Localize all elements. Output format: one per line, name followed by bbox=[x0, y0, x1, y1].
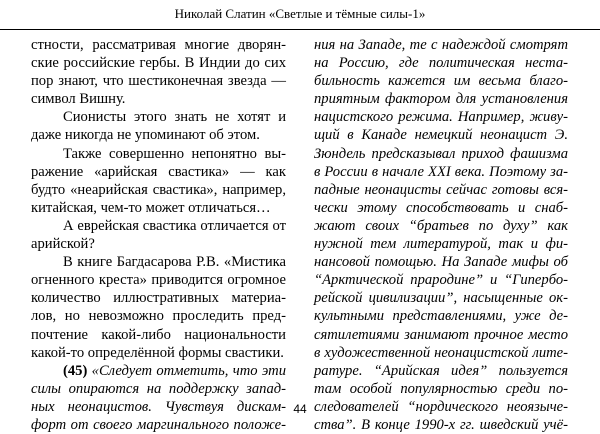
text-line: силы опираются на поддержку запад- bbox=[31, 380, 286, 397]
text-line: щий в Канаде немецкий неонацист Э. bbox=[314, 127, 568, 144]
text-line: Зюндель предсказывал приход фашизма bbox=[314, 145, 568, 162]
text-line: ства”. В конце 1990-х гг. шведский учё- bbox=[314, 416, 568, 433]
text-line: жают своих “братьев по духу” как bbox=[314, 217, 568, 234]
text-line: почтение какой-либо национальности bbox=[31, 326, 286, 343]
text-line: В книге Багдасарова Р.В. «Мистика bbox=[63, 254, 286, 271]
text-line: сятилетиями занимают прочное место bbox=[314, 326, 568, 343]
text-line: даже никогда не упоминают об этом. bbox=[31, 127, 260, 144]
text-line: культными представлениями, уже де- bbox=[314, 308, 568, 325]
text-line: лов, но невозможно проследить пред- bbox=[31, 308, 286, 325]
text-line: (45) «Следует отметить, что эти bbox=[63, 362, 286, 379]
text-line: ские российские гербы. В Индии до сих bbox=[31, 55, 286, 72]
text-line: ражение «арийская свастика» — как bbox=[31, 163, 286, 180]
text-line: Сионисты этого знать не хотят и bbox=[63, 109, 286, 126]
text-line: ных неонацистов. Чувствуя дискам- bbox=[31, 398, 286, 415]
text-line: ратуре. “Арийская идея” пользуется bbox=[314, 362, 568, 379]
text-line: Также совершенно непонятно вы- bbox=[63, 145, 286, 162]
text-line: нансовой помощью. На Западе мифы об bbox=[314, 254, 568, 271]
left-column bbox=[31, 36, 286, 434]
text-line: там особой популярностью среди по- bbox=[314, 380, 568, 397]
text-line: падные неонацисты сейчас готовы вся- bbox=[314, 181, 568, 198]
text-line: форт от своего маргинального положе- bbox=[31, 416, 286, 433]
text-line: огненного креста» приводится огромное bbox=[31, 272, 286, 289]
footnote-number: (45) bbox=[63, 362, 92, 379]
text-line: приятным фактором для установления bbox=[314, 91, 568, 108]
text-line: А еврейская свастика отличается от bbox=[63, 217, 286, 234]
text-line: на Россию, где политическая неста- bbox=[314, 55, 568, 72]
text-line: бильность кажется им весьма благо- bbox=[314, 73, 568, 90]
text-line: в художественной неонацистской лите- bbox=[314, 344, 568, 361]
text-line: чески этому способствовать и снаб- bbox=[314, 199, 568, 216]
text-line: ния на Западе, те с надеждой смотрят bbox=[314, 37, 568, 53]
text-line: рейской цивилизации”, насыщенные ок- bbox=[314, 290, 568, 307]
page-number: 44 bbox=[293, 402, 307, 416]
text-line: символ Вишну. bbox=[31, 91, 126, 108]
text-line: в России в начале XXI века. Поэтому за- bbox=[314, 163, 568, 180]
text-line: нацистского режима. Например, живу- bbox=[314, 109, 568, 126]
text-line: пор знают, что шестиконечная звезда — bbox=[31, 73, 286, 90]
text-line: количество иллюстративных материа- bbox=[31, 290, 286, 307]
text-line: стности, рассматривая многие дворян- bbox=[31, 37, 286, 53]
text-line: арийской? bbox=[31, 236, 95, 253]
text-line: следователей “нордического неоязыче- bbox=[314, 398, 568, 415]
running-header: Николай Слатин «Светлые и тёмные силы-1» bbox=[0, 0, 600, 30]
text-line: китайская, чем-то может отличаться… bbox=[31, 199, 271, 216]
text-line: нужной тем литературой, так и фи- bbox=[314, 236, 568, 253]
text-line: “Арктической прародине” и “Гипербо- bbox=[314, 272, 568, 289]
text-line: какой-то определённой формы свастики. bbox=[31, 344, 284, 361]
text-line: будто «неарийская свастика», например, bbox=[31, 181, 286, 198]
right-column bbox=[314, 36, 568, 434]
